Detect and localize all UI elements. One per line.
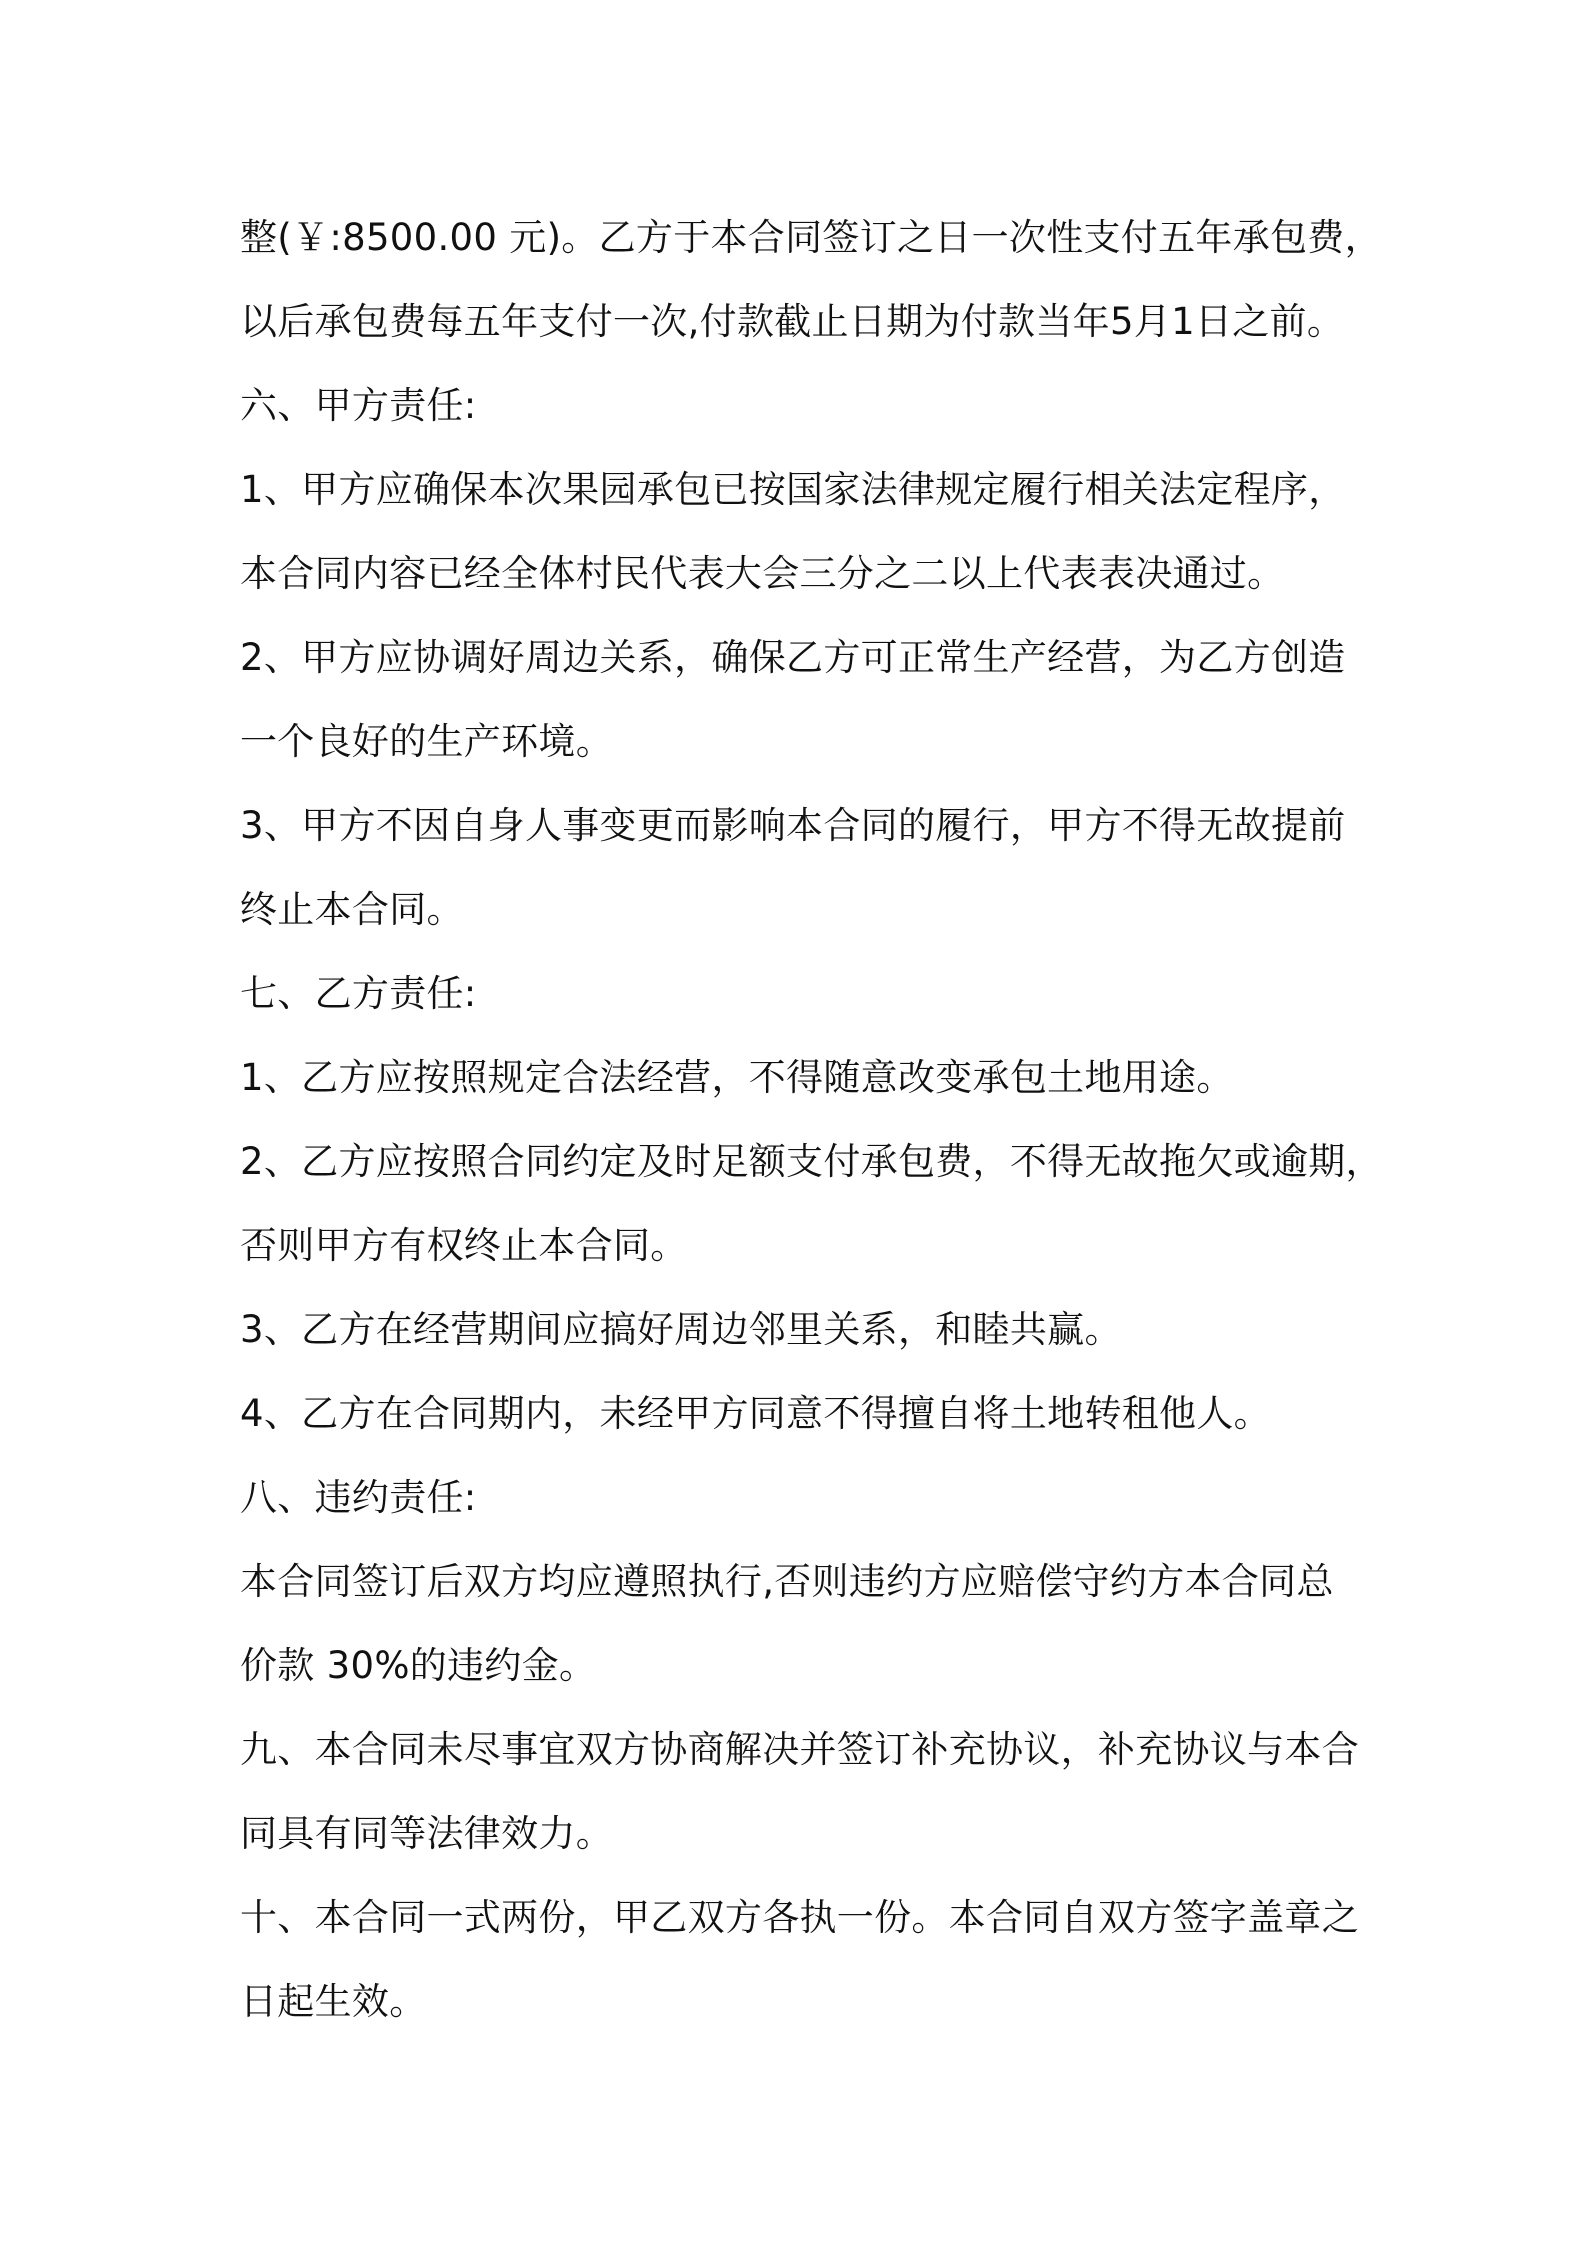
text-line: 2、乙方应按照合同约定及时足额支付承包费，不得无故拖欠或逾期， (240, 1140, 1383, 1183)
text-line: 以后承包费每五年支付一次,付款截止日期为付款当年5月1日之前。 (240, 300, 1345, 343)
text-line: 整(￥:8500.00 元)。乙方于本合同签订之日一次性支付五年承包费， (240, 216, 1382, 259)
text-line: 日起生效。 (240, 1980, 427, 2023)
text-line: 否则甲方有权终止本合同。 (240, 1224, 688, 1267)
text-line: 4、乙方在合同期内，未经甲方同意不得擅自将土地转租他人。 (240, 1392, 1271, 1435)
section-heading: 七、乙方责任: (240, 972, 477, 1015)
text-line: 本合同内容已经全体村民代表大会三分之二以上代表表决通过。 (240, 552, 1285, 595)
text-line: 1、甲方应确保本次果园承包已按国家法律规定履行相关法定程序， (240, 468, 1346, 511)
text-line: 九、本合同未尽事宜双方协商解决并签订补充协议，补充协议与本合 (240, 1728, 1359, 1771)
text-line: 同具有同等法律效力。 (240, 1812, 613, 1855)
text-line: 2、甲方应协调好周边关系，确保乙方可正常生产经营，为乙方创造 (240, 636, 1346, 679)
text-line: 终止本合同。 (240, 888, 464, 931)
text-line: 十、本合同一式两份，甲乙双方各执一份。本合同自双方签字盖章之 (240, 1896, 1359, 1939)
text-line: 3、乙方在经营期间应搞好周边邻里关系，和睦共赢。 (240, 1308, 1122, 1351)
section-heading: 六、甲方责任: (240, 384, 477, 427)
text-line: 1、乙方应按照规定合法经营，不得随意改变承包土地用途。 (240, 1056, 1234, 1099)
text-line: 价款 30%的违约金。 (240, 1644, 597, 1687)
section-heading: 八、违约责任: (240, 1476, 477, 1519)
text-line: 本合同签订后双方均应遵照执行,否则违约方应赔偿守约方本合同总 (240, 1560, 1334, 1603)
contract-text (240, 196, 1383, 2044)
text-line: 一个良好的生产环境。 (240, 720, 613, 763)
text-line: 3、甲方不因自身人事变更而影响本合同的履行，甲方不得无故提前 (240, 804, 1346, 847)
